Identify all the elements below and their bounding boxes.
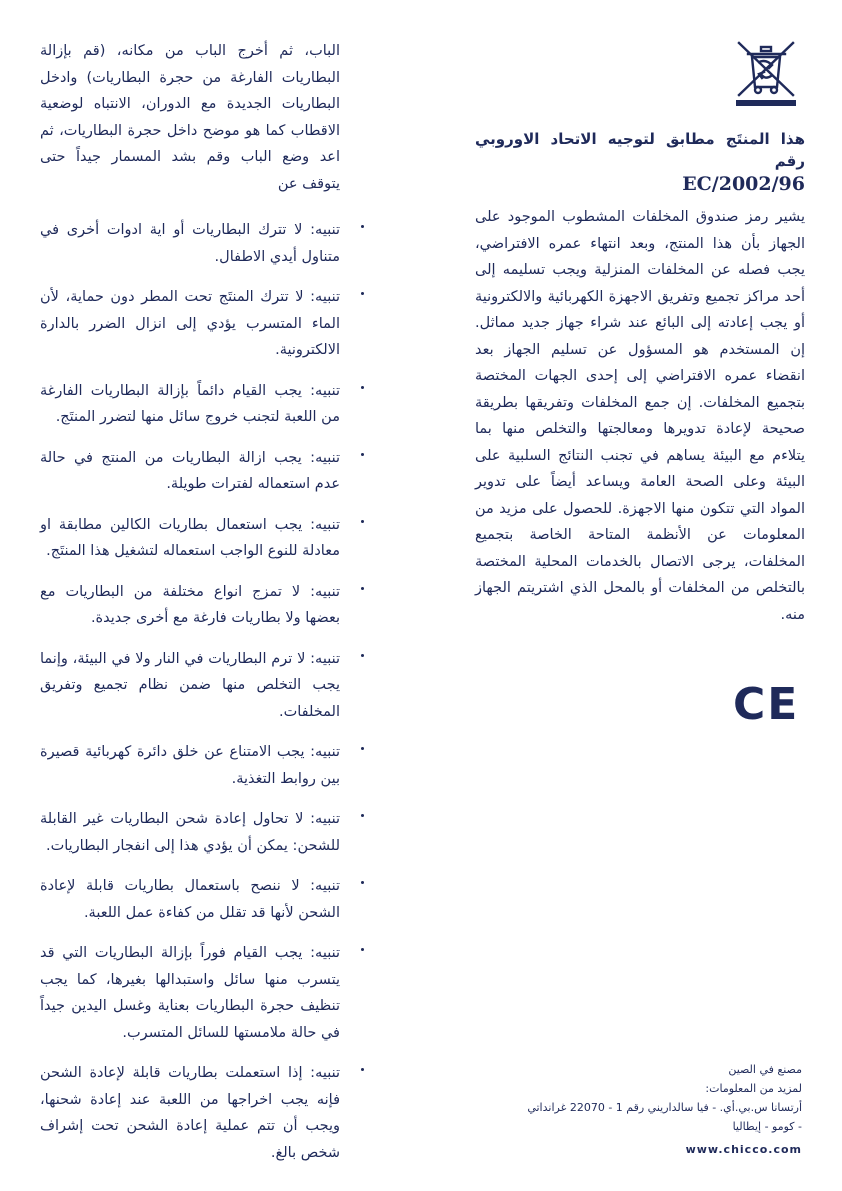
manufacturer-info: [470, 1060, 802, 1159]
directive-body: يشير رمز صندوق المخلفات المشطوب الموجود على الجهاز بأن هذا المنتج، وبعد انتهاء عمره الافتراضي، يجب فصله عن المخلفات المنزلية ويجب تسليمه إلى أحد مراكز تجميع وتفريق الاجهزة الكهربائية والالكترونية أو يجب إعادته إلى البائع عند شراء جهاز جديد مماثل. إن المستخدم هو المسؤول عن تسليم الجهاز بعد انقضاء عمره الافتراضي إلى إحدى الجهات المختصة بتجميع المخلفات. إن جمع المخلفات وتفريقها بطريقة صحيحة لإعادة تدويرها ومعالجتها والتخلص منها بما يتلاءم مع البيئة يساهم في تجنب النتائج السلبية على البيئة وعلى الصحة العامة ويساعد أيضاً على تدوير المواد التي تتكون منها الاجهزة. للحصول على مزيد من المعلومات عن الأنظمة المتاحة الخاصة بتجميع المخلفات، يرجى الاتصال بالخدمات المحلية المختصة بالتخلص من المخلفات أو بالمحل الذي اشتريتم الجهاز منه.: [475, 209, 805, 623]
directive-code: EC/2002/96: [682, 173, 805, 195]
warning-item: تنبيه: يجب القيام دائماً بإزالة البطاريات الفارغة من اللعبة لتجنب خروج سائل منها لتضرر المنتَج.: [40, 378, 340, 431]
bullet-icon: [361, 292, 364, 295]
bullet-icon: [361, 386, 364, 389]
ce-mark-icon: CE: [733, 679, 800, 730]
bullet-icon: [361, 747, 364, 750]
bullet-icon: [361, 587, 364, 590]
company-city: - كومو - إيطاليا: [732, 1120, 802, 1133]
warning-item: تنبيه: لا ترم البطاريات في النار ولا في البيئة، وإنما يجب التخلص منها ضمن نظام تجميع وتفريق المخلفات.: [40, 646, 340, 726]
crossed-out-wheelie-bin-icon: [731, 40, 801, 108]
website-link[interactable]: www.chicco.com: [685, 1143, 802, 1156]
bullet-icon: [361, 1068, 364, 1071]
warnings-list: [40, 217, 340, 1166]
warning-item: تنبيه: لا تحاول إعادة شحن البطاريات غير القابلة للشحن: يمكن أن يؤدي هذا إلى انفجار البطاريات.: [40, 806, 340, 859]
warning-item: تنبيه: يجب القيام فوراً بإزالة البطاريات التي قد يتسرب منها سائل واستبدالها بغيرها، كما يجب تنظيف حجرة البطاريات بعناية وغسل اليدين جيداً في حالة ملامستها للسائل المتسرب.: [40, 940, 340, 1046]
bullet-icon: [361, 948, 364, 951]
warning-item: تنبيه: لا تترك البطاريات أو اية ادوات أخرى في متناول أيدي الاطفال.: [40, 217, 340, 270]
battery-section: [40, 38, 340, 1180]
warning-item: تنبيه: لا ننصح باستعمال بطاريات قابلة لإعادة الشحن لأنها قد تقلل من كفاءة عمل اللعبة.: [40, 873, 340, 926]
bullet-icon: [361, 814, 364, 817]
warning-item: تنبيه: لا تمزج انواع مختلفة من البطاريات مع بعضها ولا بطاريات فارغة مع أخرى جديدة.: [40, 579, 340, 632]
battery-instructions: الباب، ثم أخرج الباب من مكانه، (قم بإزالة البطاريات الفارغة من حجرة البطاريات) وادخل البطاريات الجديدة مع الدوران، الانتباه لوضعية الاقطاب كما هو موضح داخل حجرة البطاريات، ثم اعد وضع الباب وقم بشد المسمار جيداً حتى يتوقف عن: [40, 43, 340, 192]
bullet-icon: [361, 654, 364, 657]
warning-item: تنبيه: يجب الامتناع عن خلق دائرة كهربائية قصيرة بين روابط التغذية.: [40, 739, 340, 792]
more-info-label: لمزيد من المعلومات:: [705, 1082, 802, 1095]
made-in-label: مصنع في الصين: [728, 1063, 802, 1076]
warning-item: تنبيه: لا تترك المنتَج تحت المطر دون حماية، لأن الماء المتسرب يؤدي إلى انزال الضرر بالدارة الالكترونية.: [40, 284, 340, 364]
directive-section: [475, 128, 805, 628]
company-address: أرتسانا س.بي.أي. - فيا سالداريني رقم 1 - 22070 غرانداتي: [527, 1101, 802, 1114]
warning-item: تنبيه: يجب ازالة البطاريات من المنتج في حالة عدم استعماله لفترات طويلة.: [40, 445, 340, 498]
bullet-icon: [361, 453, 364, 456]
warning-item: تنبيه: يجب استعمال بطاريات الكالين مطابقة او معادلة للنوع الواجب استعماله لتشغيل هذا المنتَج.: [40, 512, 340, 565]
bullet-icon: [361, 225, 364, 228]
bullet-icon: [361, 881, 364, 884]
bullet-icon: [361, 520, 364, 523]
directive-title: هذا المنتَج مطابق لتوجيه الاتحاد الاوروبي رقم: [475, 130, 805, 170]
warning-item: تنبيه: إذا استعملت بطاريات قابلة لإعادة الشحن فإنه يجب اخراجها من اللعبة عند إعادة شحنها، ويجب أن تتم عملية إعادة الشحن تحت إشراف شخص بالغ.: [40, 1060, 340, 1166]
